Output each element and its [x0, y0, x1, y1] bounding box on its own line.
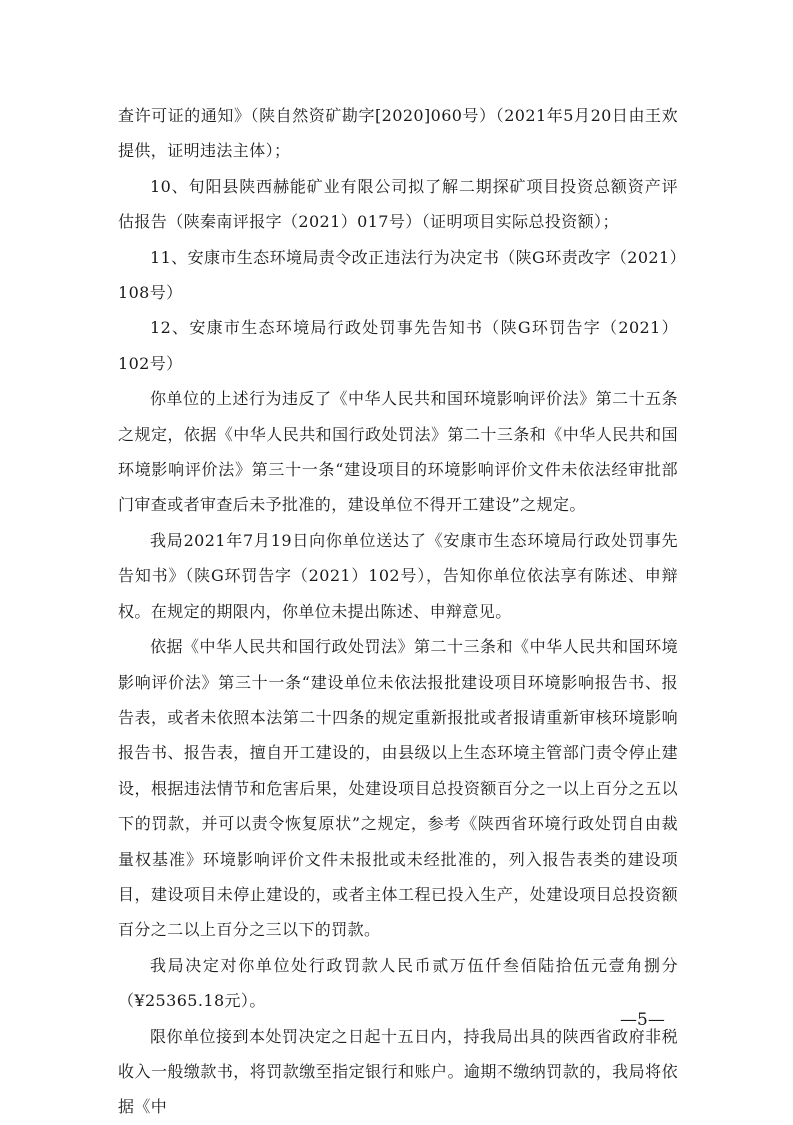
- page-number: —5—: [620, 1010, 665, 1030]
- paragraph-permit-notice: 查许可证的通知》（陕自然资矿勘字[2020]060号）（2021年5月20日由王欢提供，证明违法主体）；: [118, 106, 678, 161]
- paragraph-violation: 你单位的上述行为违反了《中华人民共和国环境影响评价法》第二十五条之规定，依据《中华人民共和国行政处罚法》第二十三条和《中华人民共和国环境影响评价法》第三十一条“建设项目的环境影响评价文件未依法经审批部门审查或者审查后未予批准的，建设单位不得开工建设”之规定。: [118, 389, 678, 515]
- paragraph-payment-deadline: 限你单位接到本处罚决定之日起十五日内，持我局出具的陕西省政府非税收入一般缴款书，将罚款缴至指定银行和账户。逾期不缴纳罚款的，我局将依据《中: [118, 1026, 678, 1117]
- paragraph-notice-served: 我局2021年7月19日向你单位送达了《安康市生态环境局行政处罚事先告知书》（陕G环罚告字（2021）102号），告知你单位依法享有陈述、申辩权。在规定的期限内，你单位未提出陈述、申辩意见。: [118, 530, 678, 621]
- paragraph-item-12: 12、安康市生态环境局行政处罚事先告知书（陕G环罚告字（2021）102号）: [118, 318, 678, 373]
- document-body: [118, 98, 678, 1125]
- paragraph-item-11: 11、安康市生态环境局责令改正违法行为决定书（陕G环责改字（2021）108号）: [118, 247, 678, 303]
- paragraph-legal-basis: 依据《中华人民共和国行政处罚法》第二十三条和《中华人民共和国环境影响评价法》第三十一条“建设单位未依法报批建设项目环境影响报告书、报告表，或者未依照本法第二十四条的规定重新报批或者报请重新审核环境影响报告书、报告表，擅自开工建设的，由县级以上生态环境主管部门责令停止建设，根据违法情节和危害后果，处建设项目总投资额百分之一以上百分之五以下的罚款，并可以责令恢复原状”之规定，参考《陕西省环境行政处罚自由裁量权基准》环境影响评价文件未报批或未经批准的，列入报告表类的建设项目，建设项目未停止建设的，或者主体工程已投入生产，处建设项目总投资额百分之二以上百分之三以下的罚款。: [118, 637, 678, 940]
- paragraph-penalty-decision: 我局决定对你单位处行政罚款人民币贰万伍仟叁佰陆拾伍元壹角捌分（¥25365.18元）。: [118, 955, 678, 1011]
- paragraph-item-10: 10、旬阳县陕西赫能矿业有限公司拟了解二期探矿项目投资总额资产评估报告（陕秦南评报字（2021）017号）（证明项目实际总投资额）；: [118, 176, 678, 232]
